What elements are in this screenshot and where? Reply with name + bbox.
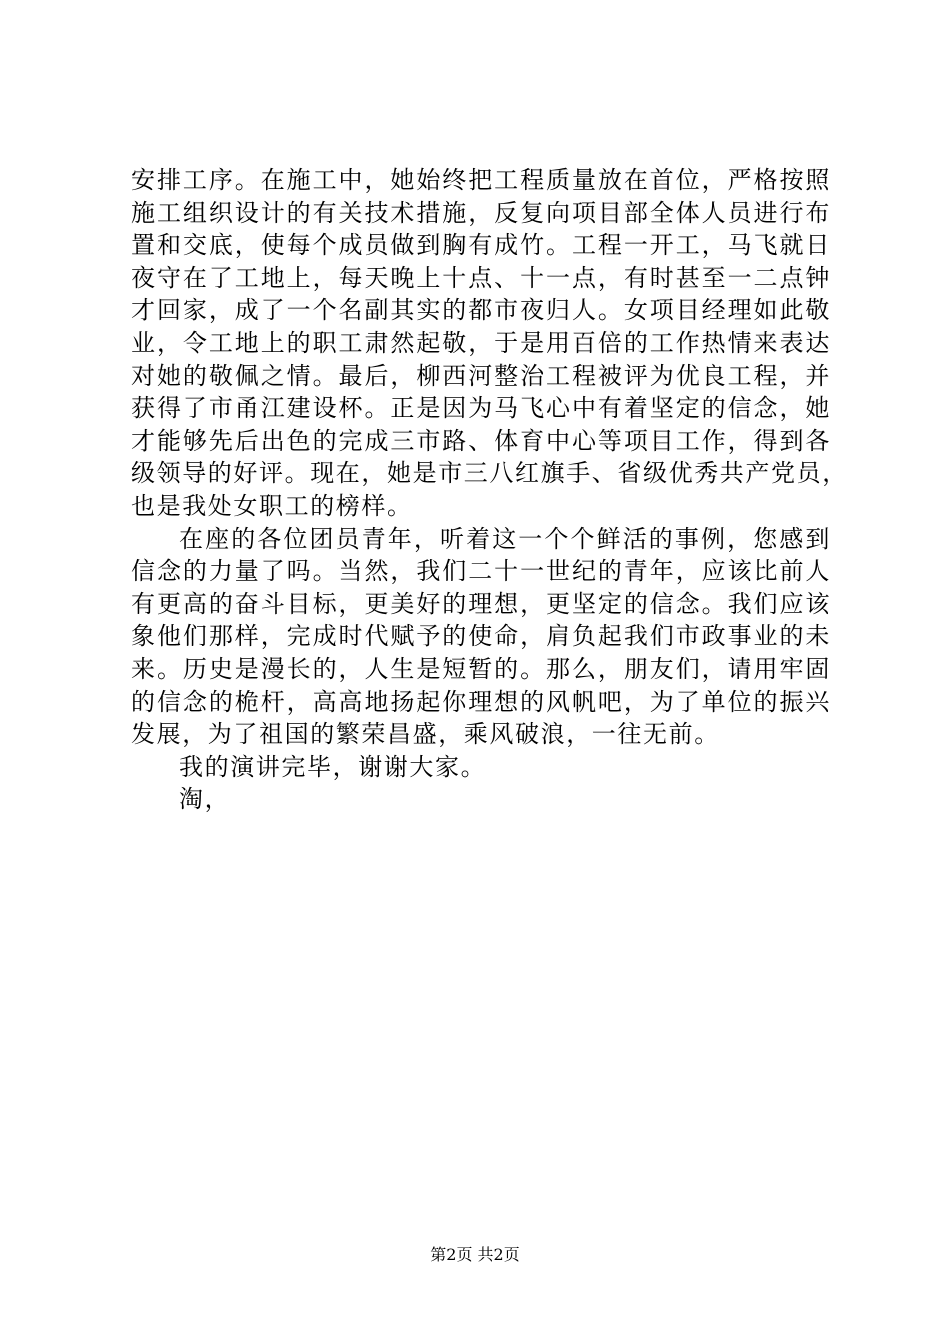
text-line: 淘，	[179, 785, 231, 814]
page-footer: 第2页 共2页	[430, 1245, 520, 1264]
text-line: 信念的力量了吗。当然，我们二十一世纪的青年，应该比前人	[131, 557, 831, 586]
text-line: 置和交底，使每个成员做到胸有成竹。工程一开工，马飞就日	[131, 231, 831, 260]
paragraph	[131, 523, 831, 751]
text-line: 也是我处女职工的榜样。	[131, 491, 413, 520]
paragraph	[131, 751, 831, 784]
text-line: 施工组织设计的有关技术措施，反复向项目部全体人员进行布	[131, 198, 831, 227]
text-line: 有更高的奋斗目标，更美好的理想，更坚定的信念。我们应该	[131, 589, 831, 618]
text-line: 的信念的桅杆，高高地扬起你理想的风帆吧，为了单位的振兴	[131, 687, 831, 716]
text-line: 对她的敬佩之情。最后，柳西河整治工程被评为优良工程，并	[131, 361, 831, 390]
text-line: 才能够先后出色的完成三市路、体育中心等项目工作，得到各	[131, 426, 831, 455]
text-line: 安排工序。在施工中，她始终把工程质量放在首位，严格按照	[131, 166, 831, 194]
text-line: 才回家，成了一个名副其实的都市夜归人。女项目经理如此敬	[131, 296, 831, 325]
text-line: 业，令工地上的职工肃然起敬，于是用百倍的工作热情来表达	[131, 328, 831, 357]
text-line: 象他们那样，完成时代赋予的使命，肩负起我们市政事业的未	[131, 622, 831, 651]
document-body	[131, 164, 848, 816]
paragraph	[131, 783, 831, 816]
text-line: 我的演讲完毕，谢谢大家。	[179, 752, 487, 781]
text-line: 在座的各位团员青年，听着这一个个鲜活的事例，您感到	[179, 524, 831, 553]
text-line: 级领导的好评。现在，她是市三八红旗手、省级优秀共产党员，	[131, 459, 848, 488]
text-line: 发展，为了祖国的繁荣昌盛，乘风破浪，一往无前。	[131, 720, 720, 749]
text-line: 夜守在了工地上，每天晚上十点、十一点，有时甚至一二点钟	[131, 263, 831, 292]
text-line: 获得了市甬江建设杯。正是因为马飞心中有着坚定的信念，她	[131, 394, 831, 423]
text-line: 来。历史是漫长的，人生是短暂的。那么，朋友们，请用牢固	[131, 654, 831, 683]
paragraph	[131, 164, 848, 523]
